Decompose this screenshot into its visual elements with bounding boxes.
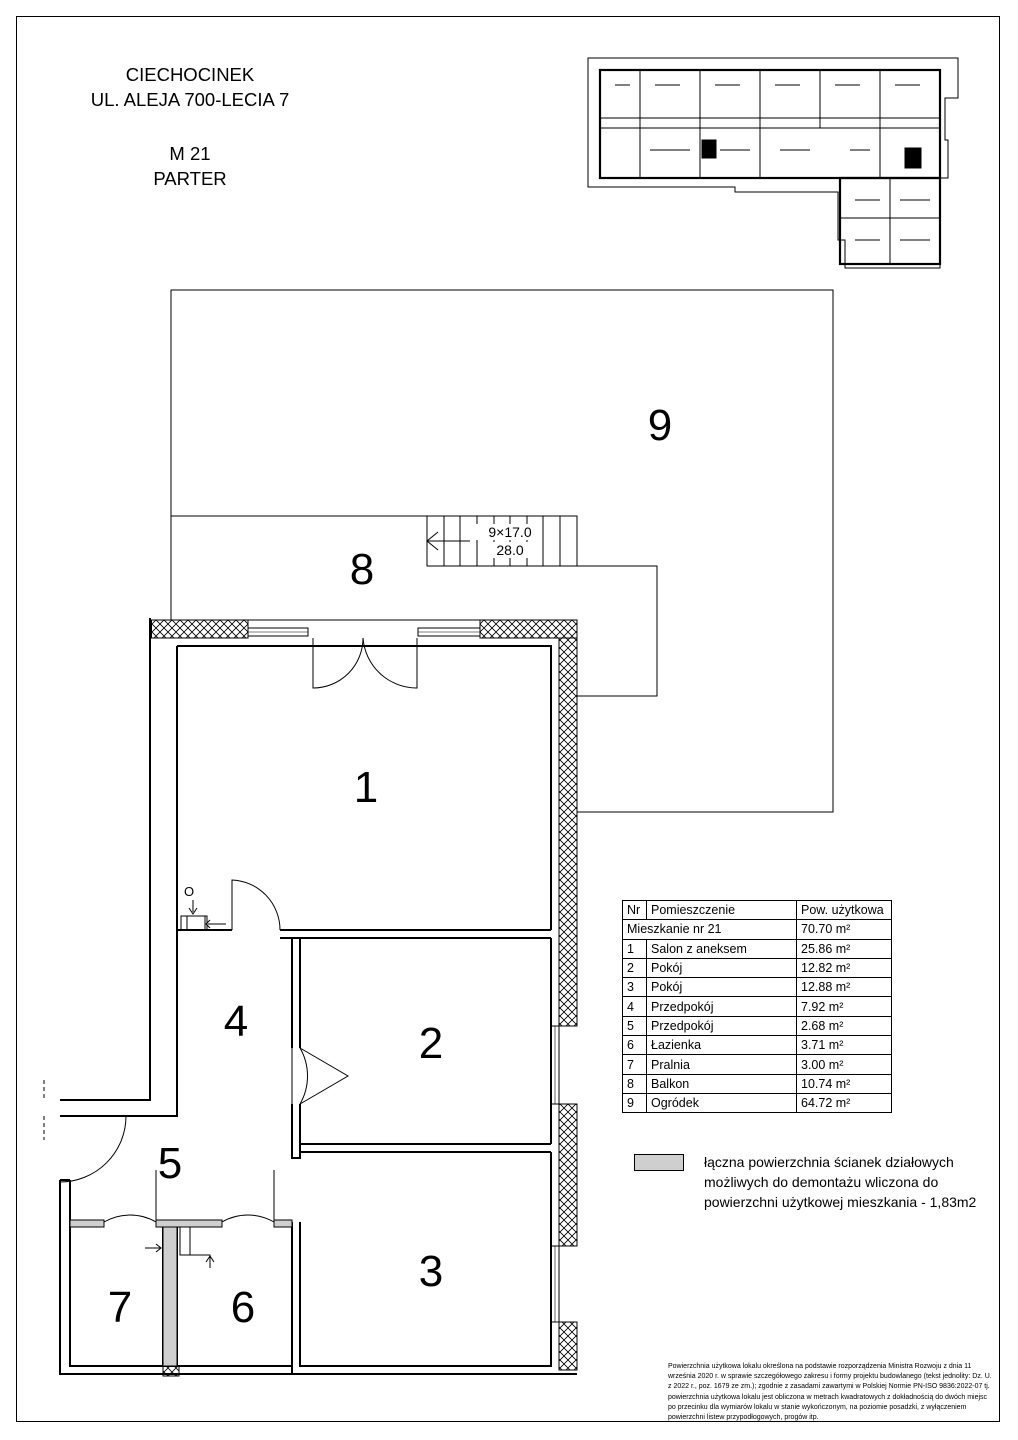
table-row [623,939,892,958]
street-address: UL. ALEJA 700-LECIA 7 [90,89,290,110]
row-nr: 6 [623,1036,647,1055]
row-nr: 2 [623,958,647,977]
header-room: Pomieszczenie [647,901,797,920]
row-nr: 1 [623,939,647,958]
table-row [623,1016,892,1035]
row-name: Przedpokój [647,1016,797,1035]
row-area: 7.92 m² [797,997,892,1016]
table-row [623,1036,892,1055]
row-area: 12.88 m² [797,978,892,997]
row-name: Salon z aneksem [647,939,797,958]
room-number-8: 8 [349,545,375,594]
interior-walls [60,618,577,1374]
room-number-9: 9 [647,401,673,450]
room-number-2: 2 [418,1019,444,1068]
row-area: 64.72 m² [797,1093,892,1112]
row-name: Przedpokój [647,997,797,1016]
row-nr: 9 [623,1093,647,1112]
table-row [623,1074,892,1093]
table-header-row [623,901,892,920]
row-area: 12.82 m² [797,958,892,977]
header-nr: Nr [623,901,647,920]
table-row [623,997,892,1016]
table-row [623,1055,892,1074]
table-row [623,978,892,997]
exterior-walls [151,620,577,1376]
row-nr: 4 [623,997,647,1016]
room-number-1: 1 [353,763,379,812]
legend-swatch [634,1154,684,1171]
balcony-outline [171,516,657,696]
row-area: 10.74 m² [797,1074,892,1093]
unit-number: M 21 [169,143,211,164]
room-number-6: 6 [230,1283,256,1332]
table-row [623,1093,892,1112]
city-name: CIECHOCINEK [125,64,255,85]
room-number-4: 4 [223,997,249,1046]
row-name: Ogródek [647,1093,797,1112]
room-number-7: 7 [107,1283,133,1332]
row-nr: 7 [623,1055,647,1074]
legend-text: łączna powierzchnia ścianek działowych możliwych do demontażu wliczona do powierzchni użytkowej mieszkania - 1,83m2 [704,1154,977,1210]
room-number-5: 5 [157,1139,183,1188]
row-name: Pokój [647,958,797,977]
row-name: Łazienka [647,1036,797,1055]
room-area-table [622,900,892,1113]
total-area: 70.70 m² [797,920,892,939]
row-nr: 5 [623,1016,647,1035]
row-area: 3.71 m² [797,1036,892,1055]
area-footnote: Powierzchnia użytkowa lokalu określona na podstawie rozporządzenia Ministra Rozwoju z dnia 11 września 2020 r. w sprawie szczegółowego zakresu i formy projektu budowlanego (tekst jednolity: Dz. U. z 2022 r., poz. 1679 ze zm.); zgodnie z zasadami zawartymi w Polskiej Normie PN-ISO 9836:2022-07 tj. powierzchnia użytkowa lokalu jest obliczona w metrach kwadratowych z dokładnością do dwóch miejsc po przecinku dla wymiarów lokalu w stanie wykończonym, na poziomie posadzki, z wyłączeniem powierzchni listew przypodłogowych, progów itp. [668,1363,992,1422]
floor-name: PARTER [153,168,227,189]
row-name: Balkon [647,1074,797,1093]
demountable-partitions [70,1220,292,1366]
ventilation-label: O [184,884,195,899]
header-area: Pow. użytkowa [797,901,892,920]
row-nr: 3 [623,978,647,997]
ventilation-symbols [145,900,226,1268]
interior-doors [104,880,348,1222]
total-label: Mieszkanie nr 21 [623,920,797,939]
stairs-spec: 9×17.0 [488,524,532,540]
room-number-3: 3 [418,1247,444,1296]
entrance-door [44,1080,126,1182]
row-nr: 8 [623,1074,647,1093]
row-name: Pokój [647,978,797,997]
key-plan [588,58,958,268]
table-row [623,958,892,977]
table-total-row [623,920,892,939]
row-area: 2.68 m² [797,1016,892,1035]
row-area: 25.86 m² [797,939,892,958]
row-area: 3.00 m² [797,1055,892,1074]
stairs-depth: 28.0 [496,542,524,558]
row-name: Pralnia [647,1055,797,1074]
windows [248,628,559,1322]
